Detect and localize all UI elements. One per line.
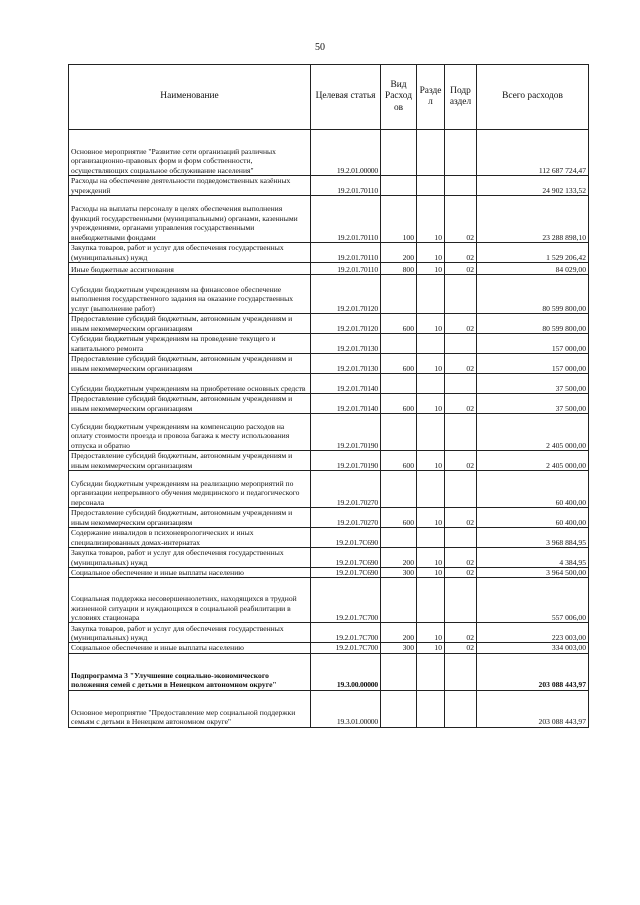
row-subsection (445, 130, 477, 176)
row-total: 23 288 898,10 (477, 196, 589, 243)
header-section: Разде л (417, 65, 445, 130)
row-subsection (445, 176, 477, 196)
row-expense-kind (381, 690, 417, 727)
page-number: 50 (315, 42, 325, 53)
table-row (69, 690, 589, 727)
table-row (69, 623, 589, 643)
row-target-code: 19.2.01.7С700 (311, 643, 381, 653)
table-row (69, 471, 589, 508)
row-subsection (445, 414, 477, 451)
row-name: Социальная поддержка несовершеннолетних, находящихся в трудной жизненной ситуации и нуждающихся в социальной реабилитации в условиях стационара (69, 578, 311, 623)
table-row (69, 508, 589, 528)
row-total: 2 405 000,00 (477, 414, 589, 451)
row-total: 3 968 884,95 (477, 528, 589, 548)
row-section: 10 (417, 243, 445, 263)
row-name: Предоставление субсидий бюджетным, автономным учреждениям и иным некоммерческим организациям (69, 354, 311, 374)
row-target-code: 19.2.01.70270 (311, 471, 381, 508)
row-subsection: 02 (445, 451, 477, 471)
row-section (417, 471, 445, 508)
row-name: Предоставление субсидий бюджетным, автономным учреждениям и иным некоммерческим организациям (69, 451, 311, 471)
row-expense-kind: 200 (381, 243, 417, 263)
table-row (69, 354, 589, 374)
row-subsection: 02 (445, 243, 477, 263)
row-expense-kind (381, 653, 417, 690)
table-row (69, 275, 589, 314)
row-section: 10 (417, 568, 445, 578)
row-name: Основное мероприятие "Развитие сети организаций различных организационно-правовых форм и форм собственности, осуществляющих социальное обслуживание населения" (69, 130, 311, 176)
row-total: 557 006,00 (477, 578, 589, 623)
row-subsection: 02 (445, 548, 477, 568)
row-expense-kind (381, 176, 417, 196)
row-target-code: 19.2.01.70110 (311, 263, 381, 275)
row-name: Социальное обеспечение и иные выплаты населению (69, 643, 311, 653)
row-expense-kind: 100 (381, 196, 417, 243)
row-expense-kind: 600 (381, 508, 417, 528)
row-name: Субсидии бюджетным учреждениям на финансовое обеспечение выполнения государственного задания на оказание государственных услуг (выполнение работ) (69, 275, 311, 314)
row-target-code: 19.2.01.7С690 (311, 548, 381, 568)
header-total: Всего расходов (477, 65, 589, 130)
budget-table (68, 64, 589, 728)
row-expense-kind (381, 130, 417, 176)
row-target-code: 19.2.01.70140 (311, 374, 381, 394)
row-name: Предоставление субсидий бюджетным, автономным учреждениям и иным некоммерческим организациям (69, 508, 311, 528)
header-kind: Вид Расход ов (381, 65, 417, 130)
row-total: 60 400,00 (477, 508, 589, 528)
row-target-code: 19.2.01.70270 (311, 508, 381, 528)
row-section (417, 334, 445, 354)
row-target-code: 19.2.01.70120 (311, 314, 381, 334)
row-subsection: 02 (445, 568, 477, 578)
row-name: Закупка товаров, работ и услуг для обеспечения государственных (муниципальных) нужд (69, 243, 311, 263)
row-expense-kind: 800 (381, 263, 417, 275)
row-total: 80 599 800,00 (477, 314, 589, 334)
row-total: 203 088 443,97 (477, 653, 589, 690)
row-name: Подпрограмма 3 "Улучшение социально-экономического положения семей с детьми в Ненецком автономном округе" (69, 653, 311, 690)
row-target-code: 19.2.01.70110 (311, 176, 381, 196)
row-section (417, 528, 445, 548)
row-total: 37 500,00 (477, 394, 589, 414)
row-expense-kind (381, 578, 417, 623)
row-target-code: 19.3.00.00000 (311, 653, 381, 690)
row-section (417, 130, 445, 176)
row-subsection: 02 (445, 394, 477, 414)
row-name: Иные бюджетные ассигнования (69, 263, 311, 275)
row-subsection (445, 334, 477, 354)
row-subsection (445, 690, 477, 727)
row-name: Содержание инвалидов в психоневрологических и иных специализированных домах-интернатах (69, 528, 311, 548)
row-total: 2 405 000,00 (477, 451, 589, 471)
row-section: 10 (417, 394, 445, 414)
table-row (69, 314, 589, 334)
row-target-code: 19.2.01.70130 (311, 354, 381, 374)
row-expense-kind: 600 (381, 451, 417, 471)
row-expense-kind: 300 (381, 643, 417, 653)
table-row (69, 176, 589, 196)
row-name: Закупка товаров, работ и услуг для обеспечения государственных (муниципальных) нужд (69, 548, 311, 568)
row-section: 10 (417, 263, 445, 275)
row-subsection (445, 653, 477, 690)
row-expense-kind: 200 (381, 623, 417, 643)
table-body (69, 130, 589, 728)
row-total: 203 088 443,97 (477, 690, 589, 727)
header-name: Наименование (69, 65, 311, 130)
row-section (417, 578, 445, 623)
row-target-code: 19.2.01.00000 (311, 130, 381, 176)
row-section: 10 (417, 196, 445, 243)
row-name: Предоставление субсидий бюджетным, автономным учреждениям и иным некоммерческим организациям (69, 314, 311, 334)
table-row (69, 130, 589, 176)
row-section (417, 275, 445, 314)
row-expense-kind (381, 471, 417, 508)
row-target-code: 19.2.01.7С690 (311, 528, 381, 548)
row-target-code: 19.2.01.70110 (311, 196, 381, 243)
row-name: Субсидии бюджетным учреждениям на приобретение основных средств (69, 374, 311, 394)
row-target-code: 19.2.01.7С690 (311, 568, 381, 578)
table-row (69, 528, 589, 548)
row-subsection: 02 (445, 508, 477, 528)
table-row (69, 196, 589, 243)
row-subsection: 02 (445, 354, 477, 374)
table-row (69, 643, 589, 653)
table-row (69, 243, 589, 263)
row-name: Субсидии бюджетным учреждениям на проведение текущего и капитального ремонта (69, 334, 311, 354)
row-total: 334 003,00 (477, 643, 589, 653)
row-subsection (445, 275, 477, 314)
table-row (69, 653, 589, 690)
header-target: Целевая статья (311, 65, 381, 130)
row-section: 10 (417, 508, 445, 528)
row-target-code: 19.2.01.7С700 (311, 623, 381, 643)
row-target-code: 19.2.01.70120 (311, 275, 381, 314)
row-target-code: 19.2.01.70130 (311, 334, 381, 354)
table-row (69, 568, 589, 578)
row-section (417, 690, 445, 727)
row-total: 60 400,00 (477, 471, 589, 508)
row-expense-kind: 200 (381, 548, 417, 568)
table-row (69, 548, 589, 568)
row-subsection (445, 528, 477, 548)
row-expense-kind (381, 528, 417, 548)
row-total: 24 902 133,52 (477, 176, 589, 196)
row-name: Предоставление субсидий бюджетным, автономным учреждениям и иным некоммерческим организациям (69, 394, 311, 414)
row-total: 157 000,00 (477, 354, 589, 374)
row-section: 10 (417, 451, 445, 471)
row-subsection (445, 578, 477, 623)
row-total: 37 500,00 (477, 374, 589, 394)
row-total: 112 687 724,47 (477, 130, 589, 176)
row-total: 223 003,00 (477, 623, 589, 643)
row-name: Расходы на обеспечение деятельности подведомственных казённых учреждений (69, 176, 311, 196)
row-expense-kind: 300 (381, 568, 417, 578)
row-subsection: 02 (445, 263, 477, 275)
header-subsection: Подр аздел (445, 65, 477, 130)
row-name: Субсидии бюджетным учреждениям на реализацию мероприятий по организации непрерывного обучения медицинского и педагогического персонала (69, 471, 311, 508)
row-subsection: 02 (445, 314, 477, 334)
table-row (69, 578, 589, 623)
row-expense-kind: 600 (381, 354, 417, 374)
row-target-code: 19.2.01.70140 (311, 394, 381, 414)
table-row (69, 334, 589, 354)
row-total: 157 000,00 (477, 334, 589, 354)
row-section: 10 (417, 623, 445, 643)
row-section: 10 (417, 354, 445, 374)
row-total: 80 599 800,00 (477, 275, 589, 314)
table-row (69, 394, 589, 414)
row-expense-kind (381, 334, 417, 354)
row-target-code: 19.2.01.70110 (311, 243, 381, 263)
row-section (417, 414, 445, 451)
row-section (417, 176, 445, 196)
row-section: 10 (417, 548, 445, 568)
row-expense-kind (381, 414, 417, 451)
row-name: Расходы на выплаты персоналу в целях обеспечения выполнения функций государственными (муниципальными) органами, казенными учреждениями, органами управления государственными внебюджетными фондами (69, 196, 311, 243)
row-total: 3 964 500,00 (477, 568, 589, 578)
row-name: Субсидии бюджетным учреждениям на компенсацию расходов на оплату стоимости проезда и провоза багажа к месту использования отпуска и обратно (69, 414, 311, 451)
table-row (69, 451, 589, 471)
table-row (69, 263, 589, 275)
row-section: 10 (417, 314, 445, 334)
row-target-code: 19.3.01.00000 (311, 690, 381, 727)
table-row (69, 414, 589, 451)
row-target-code: 19.2.01.7С700 (311, 578, 381, 623)
row-target-code: 19.2.01.70190 (311, 451, 381, 471)
row-total: 84 029,00 (477, 263, 589, 275)
row-total: 1 529 206,42 (477, 243, 589, 263)
row-expense-kind: 600 (381, 314, 417, 334)
row-subsection (445, 471, 477, 508)
row-section (417, 374, 445, 394)
row-section: 10 (417, 643, 445, 653)
row-expense-kind (381, 374, 417, 394)
row-total: 4 384,95 (477, 548, 589, 568)
row-subsection: 02 (445, 196, 477, 243)
row-name: Основное мероприятие "Предоставление мер социальной поддержки семьям с детьми в Ненецком автономном округе" (69, 690, 311, 727)
row-subsection (445, 374, 477, 394)
table-header-row (69, 65, 589, 130)
row-section (417, 653, 445, 690)
row-name: Закупка товаров, работ и услуг для обеспечения государственных (муниципальных) нужд (69, 623, 311, 643)
row-target-code: 19.2.01.70190 (311, 414, 381, 451)
row-subsection: 02 (445, 623, 477, 643)
row-expense-kind: 600 (381, 394, 417, 414)
row-name: Социальное обеспечение и иные выплаты населению (69, 568, 311, 578)
row-expense-kind (381, 275, 417, 314)
row-subsection: 02 (445, 643, 477, 653)
table-row (69, 374, 589, 394)
